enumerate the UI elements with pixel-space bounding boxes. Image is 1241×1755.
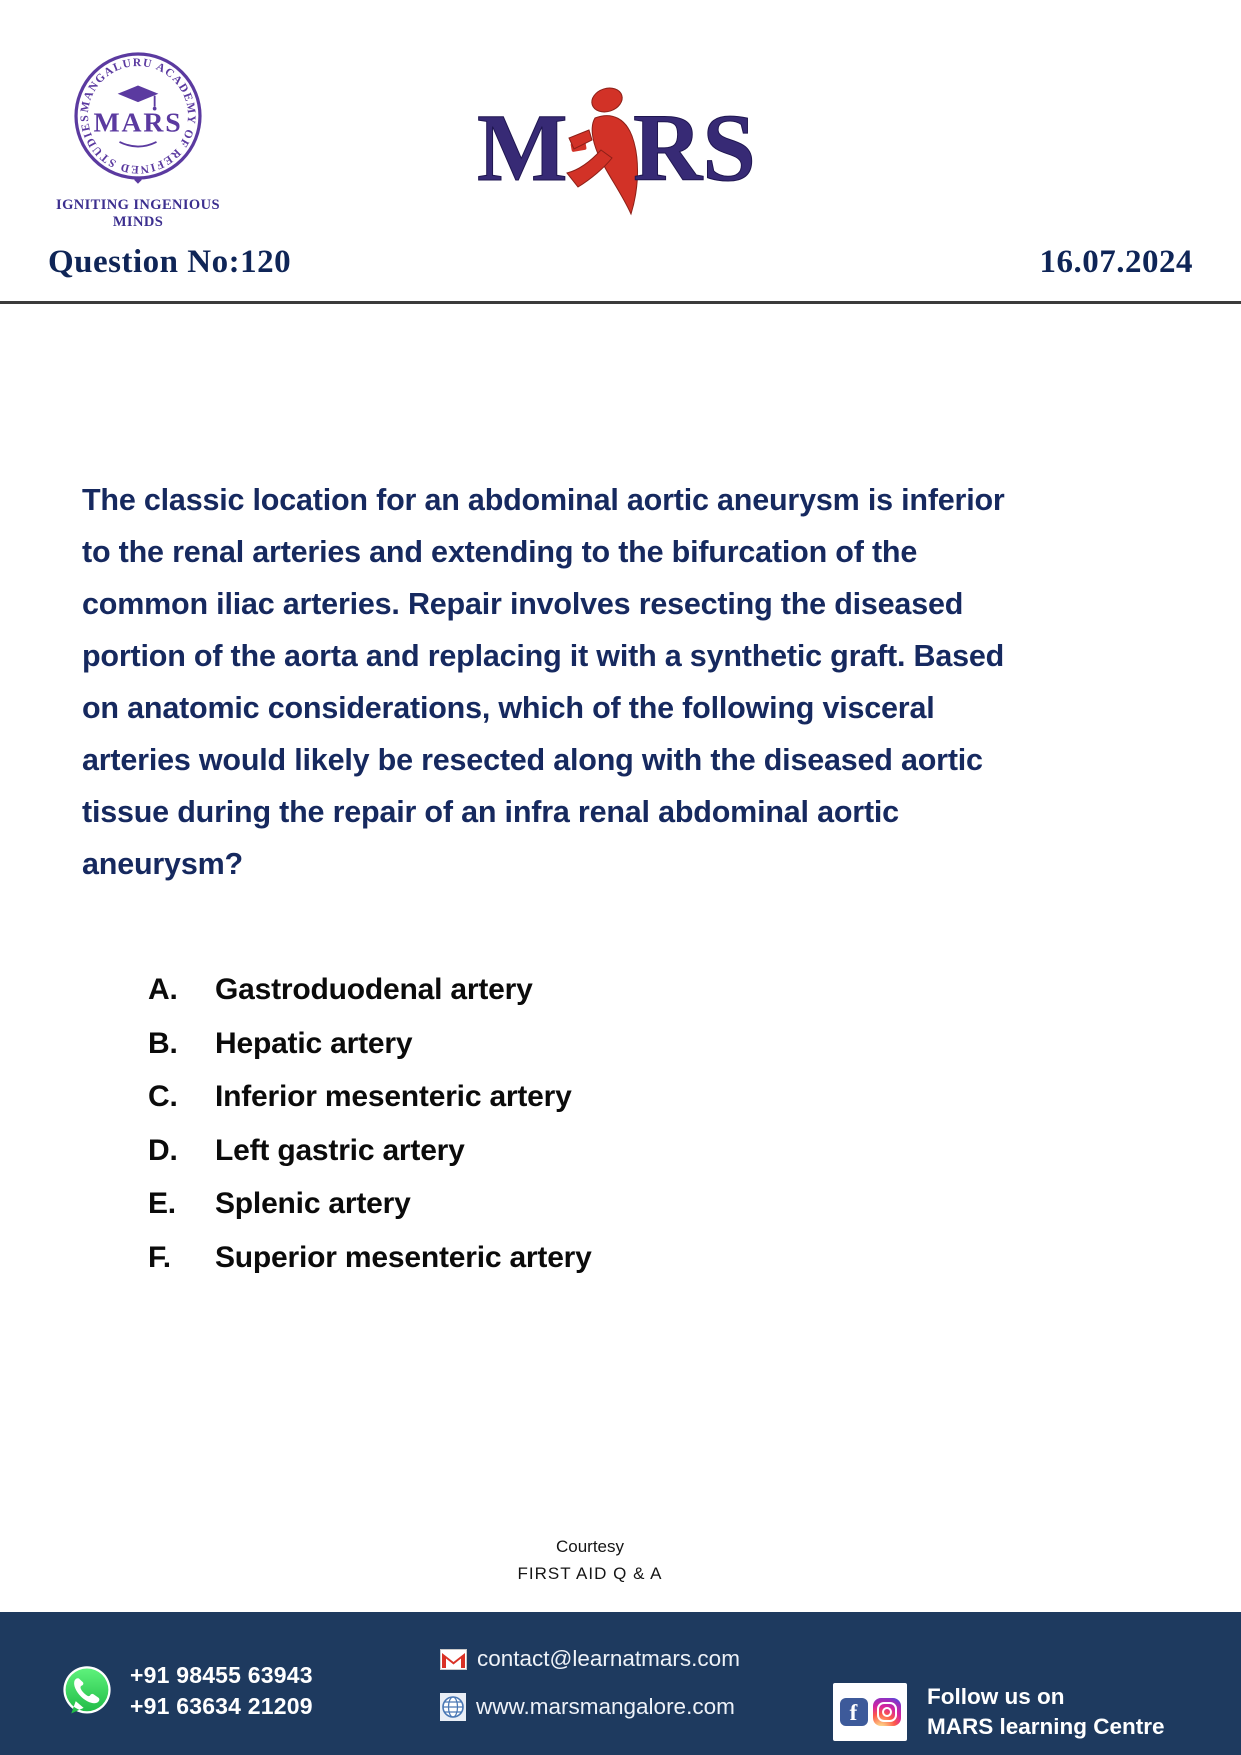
- option-e: [148, 1177, 1048, 1231]
- footer-website: www.marsmangalore.com: [476, 1694, 735, 1719]
- facebook-icon: f: [840, 1698, 868, 1726]
- seal-ring-text: MANGALURU ACADEMY OF REFINED STUDIES: [77, 56, 199, 177]
- mars-wordmark-logo: [471, 78, 771, 225]
- courtesy-source: FIRST AID Q & A: [517, 1564, 663, 1583]
- footer-follow-brand: MARS learning Centre: [927, 1714, 1165, 1739]
- footer-email: contact@learnatmars.com: [477, 1646, 740, 1671]
- options-list: [148, 963, 1048, 1284]
- footer-social-block: [833, 1682, 1165, 1742]
- footer-email-row: [440, 1642, 740, 1676]
- footer-phone-2: +91 63634 21209: [130, 1693, 313, 1719]
- footer: [0, 1612, 1241, 1755]
- graduation-cap-icon: [118, 85, 159, 110]
- option-letter: B.: [148, 1026, 178, 1060]
- option-d: [148, 1124, 1048, 1178]
- question-date: 16.07.2024: [1039, 244, 1193, 280]
- globe-icon: [440, 1693, 466, 1721]
- question-text: The classic location for an abdominal aortic aneurysm is inferior to the renal arteries and extending to the bifurcation of the common iliac arteries. Repair involves resecting the diseased portion of the aorta and replacing it with a synthetic graft. Based on anatomic considerations, which of the following visceral arteries would likely be resected along with the diseased aortic tissue during the repair of an infra renal abdominal aortic aneurysm?: [82, 483, 1005, 881]
- option-c: [148, 1070, 1048, 1124]
- wordmark-letter-m: M: [476, 94, 568, 201]
- option-text: Gastroduodenal artery: [215, 973, 533, 1006]
- courtesy-note: [0, 1533, 1180, 1587]
- footer-website-row: [440, 1690, 740, 1724]
- mars-wordmark-icon: [471, 78, 771, 220]
- option-letter: C.: [148, 1080, 178, 1113]
- seal-tagline: IGNITING INGENIOUS MINDS: [56, 197, 220, 230]
- option-text: Left gastric artery: [215, 1133, 465, 1167]
- instagram-icon: [873, 1698, 901, 1726]
- whatsapp-icon: [60, 1664, 114, 1718]
- option-a: [148, 963, 1048, 1017]
- option-f: [148, 1231, 1048, 1285]
- courtesy-label: Courtesy: [555, 1537, 625, 1556]
- seal-emblem-icon: [64, 42, 212, 190]
- footer-follow-text: Follow us on: [927, 1684, 1065, 1709]
- footer-phone-1: +91 98455 63943: [130, 1662, 313, 1688]
- option-b: [148, 1017, 1048, 1071]
- wordmark-letters-rs: RS: [632, 94, 756, 201]
- seal-ornament: ◆: [134, 174, 142, 186]
- footer-phone-block: [60, 1660, 313, 1722]
- option-text: Inferior mesenteric artery: [215, 1080, 572, 1113]
- option-text: Hepatic artery: [215, 1026, 413, 1060]
- option-letter: F.: [148, 1240, 171, 1274]
- seal-center-text: MARS: [93, 107, 183, 139]
- social-icons-box: [833, 1683, 907, 1741]
- question-number: Question No:120: [48, 244, 292, 280]
- gmail-icon: [440, 1649, 467, 1670]
- footer-contact-block: [440, 1642, 740, 1738]
- header-divider: [0, 301, 1241, 304]
- option-text: Superior mesenteric artery: [215, 1240, 592, 1274]
- option-letter: E.: [148, 1187, 176, 1220]
- header-row: [48, 244, 1193, 281]
- option-letter: D.: [148, 1133, 178, 1167]
- option-text: Splenic artery: [215, 1187, 411, 1220]
- mars-seal-logo: [48, 42, 228, 231]
- option-letter: A.: [148, 973, 178, 1006]
